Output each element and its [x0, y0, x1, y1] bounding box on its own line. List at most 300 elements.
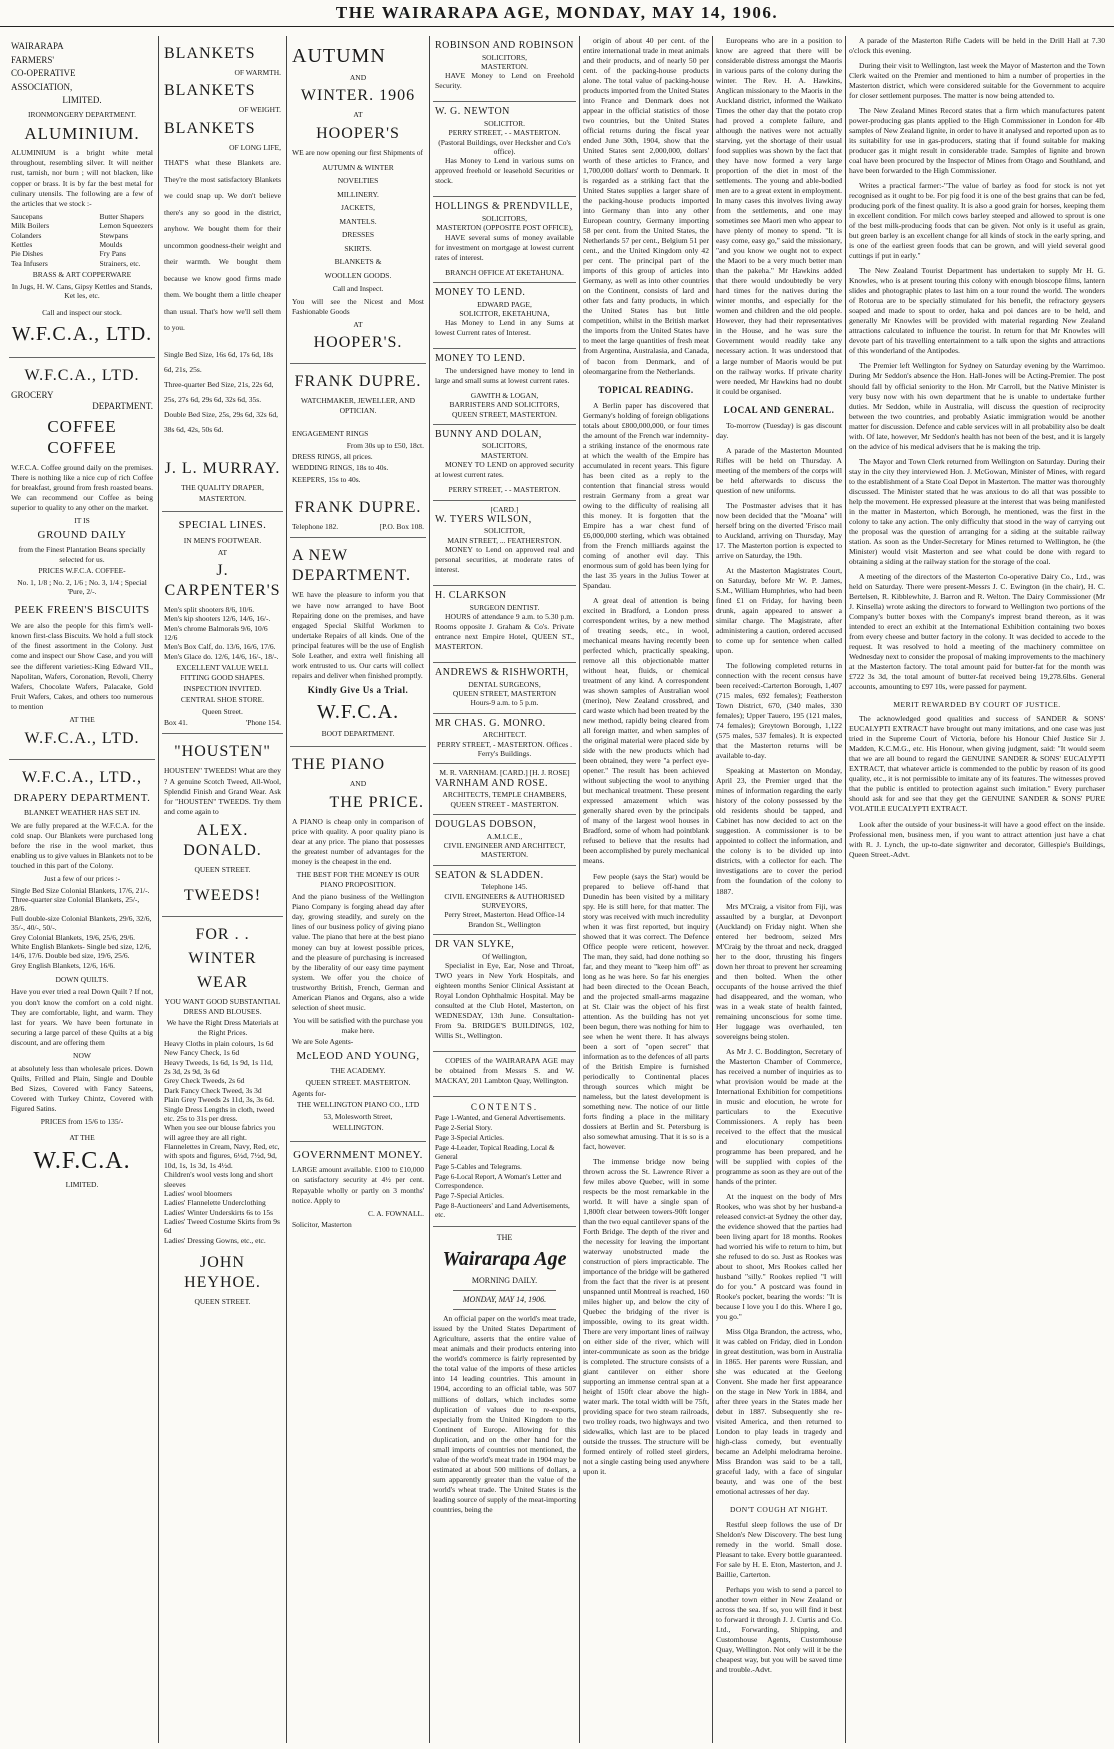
- card-address: PERRY STREET, - - MASTERTON. (Pastoral Buildings, over Hecksher and Co's office).: [438, 128, 571, 156]
- dress-rings: DRESS RINGS, all prices.: [292, 451, 373, 461]
- list-item: WOOLLEN GOODS.: [324, 270, 392, 280]
- list-item: Plain Grey Tweeds 2s 11d, 3s, 3s 6d.: [164, 1095, 275, 1105]
- list-item: Stewpans: [99, 230, 129, 240]
- wfca-heading: [11, 40, 153, 108]
- leader-article: An official paper on the world's meat trade, issued by the United States Department of Agriculture, asserts that the entire value of meat animals and their products entering into the world's commerce is fairly represented by the total value of the imports of these articles into 14 leading countries. This amount in 1904, according to an official table, was 507 millions of dollars, which includes some duplication of values due to re-exports, especially from the United Kingdom to the Continent of Europe. Allowing for this duplication, and on the other hand for the small imports of countries not mentioned, the value of the world's meat trade in 1904 may be estimated at about 500 millions of dollars, a sum apparently greater than the value of the world's wheat trade. The United States is the leading source of supply of the meat-importing countries, being the: [433, 1314, 576, 1514]
- dupre-contact: [292, 522, 424, 531]
- rings: ENGAGEMENT RINGS: [292, 429, 369, 439]
- card-body: MONEY TO LEND on approved security at lowest current rates.: [435, 460, 574, 480]
- card-address: PERRY STREET, - MASTERTON. Offices . Ferry's Buildings.: [436, 739, 573, 759]
- list-item: Three-quarter size Colonial Blankets, 25/-, 28/6.: [11, 895, 140, 914]
- of-long-life: OF LONG LIFE,: [229, 142, 281, 152]
- list-item: Butter Shapers: [99, 211, 144, 221]
- card-name: ROBINSON AND ROBINSON: [435, 40, 574, 51]
- limited: LIMITED.: [65, 1179, 99, 1189]
- blankets-2: BLANKETS: [164, 82, 256, 100]
- article-paragraph: The Premier left Wellington for Sydney on Saturday evening by the Warrimoo. During Mr Seddon's absence the Hon. Hall-Jones will be Acting-Premier. The post should fall by official seniority to the Hon. Mr Carroll, but the Native Minister is very busy now with his own department that he is unable to undertake further duties. Mr Seddon, while in Australia, will discuss the question of reciprocity between the two countries, and probably Asiatic immigration would be another matter for discussion. Defence and cable services will in all probability also be dealt with. Of late, however, Mr Seddon's health has not been of the best, and it is largely on the advice of his medical advisers that he is making the trip.: [849, 361, 1105, 451]
- dupre-name-2: FRANK DUPRE.: [294, 499, 422, 516]
- ad-grocery: [9, 358, 155, 760]
- card-seaton: [433, 866, 576, 935]
- for-label: FOR . .: [195, 926, 250, 944]
- best-for: THE BEST FOR THE MONEY IS OUR PIANO PROPOSITION.: [296, 870, 420, 889]
- at-the-2: AT THE: [69, 1132, 95, 1142]
- telephone: Telephone 182.: [292, 522, 339, 531]
- brass-heading: BRASS & ART COPPERWARE: [32, 270, 132, 280]
- card-name: ANDREWS & RISHWORTH,: [435, 667, 569, 679]
- column-6: [713, 36, 846, 1743]
- piano-body: A PIANO is cheap only in comparison of price with quality. A poor quality piano is dear at any price. The piano that possesses the greatest number of advantages for the money is the cheapest in the end.: [292, 816, 424, 866]
- card-name: SEATON & SLADDEN.: [435, 869, 544, 881]
- article-paragraph: Perhaps you wish to send a parcel to another town either in New Zealand or across the sea. If so, you will find it best to forward it through J. J. Curtis and Co. Ltd., Forwarding, Shipping, and Customhouse Agents, Customhouse Quay, Wellington. Not only will it be the cheapest way, but you will be saved time and trouble.-Advt.: [716, 1584, 842, 1675]
- items-right: [99, 212, 153, 268]
- piano-title: THE PIANO: [292, 756, 385, 774]
- satisfied: You will be satisfied with the purchase you make here.: [293, 1016, 423, 1035]
- dont-cough-heading: DON'T COUGH AT NIGHT.: [729, 1505, 829, 1515]
- card-place: MASTERTON.: [480, 850, 529, 860]
- inspection: INSPECTION INVITED.: [183, 683, 262, 693]
- list-item: NOVELTIES: [337, 176, 379, 186]
- list-item: Single Bed Size Colonial Blankets, 17/6, 21/-.: [11, 885, 150, 895]
- list-item: DRESSES: [341, 230, 375, 240]
- winter-1906: WINTER. 1906: [300, 87, 416, 105]
- contents-item: Page 5-Cables and Telegrams.: [435, 1163, 522, 1172]
- brass-body: In Jugs, H. W. Cans, Gipsy Kettles and Stands, Ket les, etc.: [11, 281, 153, 300]
- po-box: [P.O. Box 108.: [379, 522, 424, 531]
- card-body: COPIES of the WAIRARAPA AGE may be obtained from Messrs S. and W. MACKAY, 201 Lambton Quay, Wellington.: [435, 1056, 574, 1086]
- goods-list: [292, 161, 424, 283]
- list-item: Men's Box Calf, do. 13/6, 16/6, 17/6.: [164, 642, 276, 652]
- govt-body: LARGE amount available. £100 to £10,000 on satisfactory security at 4½ per cent. Repayable wholly or partly on 3 months' notice. Apply to: [292, 1165, 424, 1205]
- card-vanslyke: [433, 935, 576, 1052]
- list-item: Lemon Squeezers: [99, 221, 153, 231]
- list-item: Tea Infusers: [11, 258, 48, 268]
- wear-label: WEAR: [196, 974, 249, 992]
- dept-label: IRONMONGERY DEPARTMENT.: [27, 109, 137, 119]
- card-sub: SOLICITOR,: [484, 526, 525, 536]
- new-dept-body: WE have the pleasure to inform you that we have now arranged to have Boot Repairing done on the premises, and have engaged Special Skilful Workmen to undertake Repairs of all kinds. One of the principal features will be the use of English Sole Leather, and extra well finishing all work entrusted to us. Our carts will collect repairs and deliver when finished promptly.: [292, 590, 424, 681]
- queen-street-2: QUEEN STREET.: [194, 865, 251, 874]
- card-sub: SOLICITORS,: [481, 213, 528, 223]
- murray-place: MASTERTON.: [198, 494, 247, 503]
- housten-body: HOUSTEN" TWEEDS! What are they ? A genuine Scotch Tweed, All-Wool, Splendid Finish and Grand Wear. Ask for "HOUSTEN" TWEEDS. Try them and come again to: [164, 766, 281, 816]
- card-name: H. CLARKSON: [435, 590, 507, 602]
- card-name: W. TYERS WILSON,: [435, 513, 532, 525]
- coffee-body: W.F.C.A. Coffee ground daily on the premises. There is nothing like a nice cup of rich Coffee for breakfast, ground from fresh roasted beans. We can recommend our Coffee as being superior to quality to any other on the market.: [11, 462, 153, 513]
- card-body: Has Money to Lend in various sums on approved freehold or leasehold Securities or stock.: [435, 156, 574, 186]
- article-paragraph: A parade of the Masterton Mounted Rifles will be held on Thursday. A meeting of the members of the corps will be held afterwards to discuss the question of new uniforms.: [716, 445, 842, 495]
- list-item: SKIRTS.: [344, 243, 372, 253]
- heading-line: ASSOCIATION,: [11, 81, 73, 92]
- card-body: HAVE several sums of money available for investment on mortgage at lowest current rates of interest.: [435, 232, 574, 262]
- list-item: Single Bed Size, 16s 6d, 17s 6d, 18s 6d, 21s, 25s.: [164, 349, 274, 374]
- boot-dept: BOOT DEPARTMENT.: [321, 728, 395, 738]
- quilts-now: NOW: [73, 1051, 91, 1061]
- blankets-3: BLANKETS: [164, 119, 256, 137]
- card-name: W. G. NEWTON: [435, 106, 510, 118]
- wellington-piano: THE WELLINGTON PIANO CO., LTD: [296, 1100, 420, 1110]
- column-2: [159, 36, 287, 1743]
- card-address: PERRY STREET, - - MASTERTON.: [448, 485, 561, 495]
- card-sub: ARCHITECT.: [482, 730, 527, 740]
- blanket-body: THAT'S what these Blankets are. They're the most satisfactory Blankets we could snap up. We don't believe there's any so good in the district, anyhow. We bought them for their uncommon goodness-their weight and their warmth. We bought them because we know good firms made them. We bought them a little cheaper than usual. That's how we'll sell them to you.: [164, 158, 281, 333]
- autumn: AUTUMN: [292, 45, 386, 67]
- peek-body: We are also the people for this firm's well-known first-class Biscuits. We hold a full stock of the finest assortment in the Colony. Just come and inspect our Show Case, and you will see the different varieties:-King Edward VII., Napolitan, Wafers, Coronation, Revoli, Cherry Wafers, Chocolate Wafers, Palacake, Gold Fruit Wafers, Cakes, and others too numerous to mention: [11, 621, 153, 711]
- list-item: Ladies' Dressing Gowns, etc., etc.: [164, 1235, 266, 1245]
- card-branch: BRANCH OFFICE AT EKETAHUNA.: [445, 267, 564, 277]
- footwear-list: [164, 605, 281, 661]
- card-role: BARRISTERS AND SOLICITORS,: [449, 400, 560, 410]
- wfca-ltd: W.F.C.A., LTD.: [11, 322, 153, 345]
- heyhoe-street: QUEEN STREET.: [194, 1297, 251, 1307]
- article-paragraph: Few people (says the Star) would be prepared to believe off-hand that Dunedin has been visited by a military spy. He is still here, for that matter. The story was received with much incredulity when it was first reported, but inquiry showed that it was correct. The Defence Office people were reticent, however. The man, they said, had done nothing so far, and they meant to "keep him off" as long as he was here. So far his energies had been directed to the Ocean Beach, and the projected small-arms magazine at St. Clair was the object of his first attention. As the building has not yet been begun, there was nothing for him to see when he went there. It has always been a sort of "open secret" that information as to the defences of all parts of the British Empire is furnished periodically to Continental places through sources which might be nameless, but the latest development is something new. The notice of our little forts finding a place in the military dossiers at Berlin and St. Petersburg is also somewhat amusing. That it is so is a fact, however.: [583, 871, 709, 1151]
- masthead-the: THE: [496, 1233, 513, 1243]
- article-paragraph: A parade of the Masterton Rifle Cadets will be held in the Drill Hall at 7.30 o'clock this evening.: [849, 36, 1105, 56]
- blanket-heading: BLANKET WEATHER HAS SET IN.: [23, 808, 141, 818]
- blanket-sizes: [164, 347, 281, 437]
- contents-item: Page 7-Special Articles.: [435, 1192, 504, 1201]
- hoopers: HOOPER'S: [316, 124, 400, 142]
- academy-street: QUEEN STREET. MASTERTON.: [305, 1077, 411, 1087]
- ad-ironmongery: [9, 36, 155, 358]
- at-label-2: AT: [353, 320, 363, 329]
- contents-title: CONTENTS.: [470, 1102, 539, 1113]
- wfca-big: W.F.C.A.: [33, 1147, 131, 1174]
- card-name: DOUGLAS DOBSON,: [435, 819, 537, 831]
- article-paragraph: The New Zealand Mines Record states that a firm which manufactures patent power-producing gas plants applied to the High Commissioner in London for 4lb samples of New Zealand lignite, in order to have it analysed and reported upon as to its suitability for use in gas-producers, stating that if found suitable for making producer gas it might result in considerable trade. Samples of lignite and brown coal have been procured by the Inspector of Mines from Otago and Southland, and have been forwarded to the High Commissioner.: [849, 106, 1105, 176]
- ad-govt-money: [290, 1142, 426, 1238]
- card-phone: Telephone 145.: [481, 882, 528, 892]
- coffee-ground-daily: GROUND DAILY: [37, 528, 127, 541]
- ad-housten: [162, 734, 283, 917]
- fownall: C. A. FOWNALL.: [367, 1208, 424, 1218]
- card-hollings: [433, 197, 576, 283]
- article-paragraph: At the inquest on the body of Mrs Rookes, who was shot by her husband-a released convict-at Sydney the other day, the evidence showed that the parties had been living apart for 18 months. Rookes had worried his wife to return to him, but she refused to do so. Just as Rookes was about to shoot, Mrs Rookes called her husband "silly." Rookes replied "I will do for you." A postcard was found in Rooke's pocket, bearing the words: "It is because I love you I do this. Where I go, you go.": [716, 1191, 842, 1322]
- carpenter-name: J. CARPENTER'S: [164, 561, 281, 599]
- card-name: MONEY TO LEND.: [435, 287, 526, 298]
- card-sub: CIVIL ENGINEERS & AUTHORISED SURVEYORS,: [444, 891, 565, 910]
- heading-line: CO-OPERATIVE: [11, 68, 76, 78]
- card-varnham: [433, 764, 576, 815]
- article-paragraph: A Berlin paper has discovered that Germany's holding of foreign obligations totals about £800,000,000, or four times the amount of the French war indemnity-a striking instance of the enormous rate at which the wealth of the Empire has accumulated in recent years. This figure has been cited as a reply to the contention that financial stress would restrain Germany from a great war owing to the difficulty of realising all this money. It is forgotten that the Empire has a war chest fund of £6,000,000 sterling, which was obtained from the French milliards against the coming of another evil day. This enormous sum of gold has been lying for the last 35 years in the Julius Tower at Spandau.: [583, 400, 709, 591]
- card-hours: Hours-9 a.m. to 5 p.m.: [470, 698, 539, 708]
- article-paragraph: Restful sleep follows the use of Dr Sheldon's New Discovery. The best lung remedy in the world. Small dose. Pleasant to take. Every bottle guaranteed. For sale by H. E. Eton, Masterton, and J. Baillie, Carterton.: [716, 1519, 842, 1579]
- card-sub: DENTAL SURGEONS,: [468, 679, 541, 689]
- list-item: Fry Pans: [99, 249, 126, 259]
- aluminium-body: ALUMINIUM is a bright white metal throughout, resembling silver. It will neither rust, tarnish, nor burn ; will not blacken, like copper or brass. It is by far the best metal for culinary utensils. The following are a few of the articles that we stock :-: [11, 148, 153, 208]
- list-item: AUTUMN & WINTER: [322, 162, 394, 172]
- article-paragraph: Writes a practical farmer:-"The value of barley as food for stock is not yet recognised as it ought to be. For pig food it is one of the best grains that can be fed, producing pork of the finest quality. It is also a good grain for horses, keeping them in excellent condition. For milch cows barley steeped and allowed to sprout is one of the best milk-producing foods that can be given. Not only is it useful as grain, but green barley is an excellent change for all kinds of stock in the early spring, and is one of the earliest green foods that can be grown, and will yield several good cuttings if put in early.": [849, 181, 1105, 261]
- card-address: QUEEN STREET, MASTERTON: [452, 689, 557, 699]
- sole-agents: We are Sole Agents-: [292, 1037, 354, 1047]
- ad-winter-wear: [162, 917, 283, 1314]
- list-item: Full double-size Colonial Blankets, 29/6, 32/6, 35/-, 40/-, 50/-.: [11, 913, 152, 933]
- peek-title: PEEK FREEN'S BISCUITS: [14, 604, 150, 617]
- card-address: MAIN STREET, ... FEATHERSTON.: [447, 535, 562, 545]
- of-warmth: OF WARMTH.: [234, 68, 281, 77]
- card-sub: ARCHITECTS, TEMPLE CHAMBERS,: [442, 790, 567, 800]
- agents-for: Agents for-: [292, 1089, 327, 1098]
- contents-item: Page 3-Special Articles.: [435, 1134, 504, 1143]
- contents-item: Page 2-Serial Story.: [435, 1124, 493, 1133]
- grocery-label: GROCERY: [11, 389, 54, 400]
- article-paragraph: The immense bridge now being thrown across the St. Lawrence River a few miles above Quebec, will in some respects be the most remarkable in the world. It will have a single span of 1,800ft clear between towers-90ft longer than the two equal cantilever spans of the Forth Bridge. The depth of the river and the necessity for leaving the important waterway unobstructed made the construction of piers impracticable. The importance of the bridge will be gathered from the fact that the river is at present unspanned until Montreal is reached, 160 miles higher up, and below the city of Quebec the bridging of the river is impossible, owing to its great width. There are very important lines of railway on either side of the river, which will inter-communicate as soon as the bridge is completed. The structure consists of a giant cantilever on either shore supporting an immense central span at a height of 150ft clear above the high-water mark. The total width will be 75ft, providing space for two steam railroads, two trolley roads, two highways and two sidewalks, which last are to be placed outside the trusses. The structure will be formed entirely of rolled steel girders, not a single casting being used anywhere upon it.: [583, 1156, 709, 1477]
- list-item: Strainers, etc.: [99, 258, 141, 268]
- card-tag: M. R. VARNHAM. [CARD.] [H. J. ROSE]: [439, 768, 570, 778]
- card-body: The undersigned have money to lend in large and small sums at lowest current rates.: [435, 365, 574, 385]
- article-paragraph: The New Zealand Tourist Department has undertaken to supply Mr H. G. Knowles, who is at present touring this colony with enough bioscope films, lantern slides and photographic plates to last him on a tour round the world. The wonders of Rotorua are to be specially stimulated for his benefit, the refractory geysers soaped and made to spout to order, haka and poi dances are to be held, and generally Mr Knowles will be provided with material regarding New Zealand attractions calculated to influence the tourist. In return for that Mr Knowles will devote part of his travelling entertainment to a talk upon the sights and attractions of this wonderland of the Antipodes.: [849, 266, 1105, 356]
- card-bunny: [433, 425, 576, 501]
- alex-donald: ALEX. DONALD.: [183, 822, 262, 859]
- card-gawith: [433, 349, 576, 425]
- list-item: Men's chrome Balmorals 9/6, 10/6 12/6: [164, 623, 268, 642]
- card-address: QUEEN STREET - MASTERTON.: [450, 799, 559, 809]
- heading-line: WAIRARAPA: [11, 41, 64, 51]
- column-5: [580, 36, 713, 1743]
- article-paragraph: The Mayor and Town Clerk returned from Wellington on Saturday. During their stay in the city they interviewed Hon. J. McGowan, Minister of Mines, with regard to the establishment of a State Coal Depot in Masterton. The matter was thoroughly discussed. The Minister stated that he was anxious to do all that was possible to help the movement. He expressed pleasure at the interest that was being manifested in the matter in Masterton, which Borough, he mentioned, was the first in the colony to take any action. The only difficulty that stood in the way of carrying out the proposal was the question of arranging for a siding at the suitable railway station. As soon as the Under-Secretary for Mines returned to Wellington, he (the Minister) would visit Masterton and see what could be done with regard to obtaining a siding at the railway station for the storage of the coal.: [849, 456, 1105, 566]
- card-sub: EDWARD PAGE,: [477, 299, 532, 309]
- prices-list: No. 1, 1/8 ; No. 2, 1/6 ; No. 3, 1/4 ; Special 'Pure, 2/-.: [17, 577, 147, 596]
- blankets-1: BLANKETS: [164, 45, 256, 62]
- list-item: Dark Fancy Check Tweed, 3s 3d: [164, 1085, 262, 1095]
- heading-line: FARMERS': [11, 54, 54, 65]
- ad-piano: [290, 747, 426, 1141]
- list-item: Men's Glace do. 12/6, 14/6, 16/-, 18/-.: [164, 651, 279, 661]
- list-item: Three-quarter Bed Size, 21s, 22s 6d, 25s, 27s 6d, 29s 6d, 32s 6d, 35s.: [164, 379, 274, 404]
- want-line: YOU WANT GOOD SUBSTANTIAL DRESS AND BLOUSES.: [164, 997, 281, 1016]
- items-left: [11, 212, 49, 268]
- quilt-prices: PRICES from 15/6 to 135/-: [40, 1117, 124, 1127]
- and-label: AND: [349, 73, 367, 82]
- molesworth: 53, Molesworth Street,: [323, 1111, 393, 1121]
- housten-title: "HOUSTEN": [174, 743, 271, 761]
- column-4: [430, 36, 580, 1743]
- list-item: Single Dress Lengths in cloth, tweed etc. 25s to 31s per dress.: [164, 1104, 275, 1123]
- card-body: Has Money to Lend in any Sums at lowest Current rates of Interest.: [435, 318, 574, 338]
- merit-heading: MERIT REWARDED BY COURT OF JUSTICE.: [893, 699, 1061, 709]
- column-7: [846, 36, 1108, 1743]
- right-prices: We have the Right Dress Materials at the Right Prices.: [166, 1018, 279, 1037]
- call-inspect: Call and Inspect.: [332, 284, 384, 294]
- list-item: Ladies' Tweed Costume Skirts from 9s 6d: [164, 1217, 280, 1236]
- list-item: Colanders: [11, 230, 42, 240]
- card-sub: SOLICITORS,: [481, 52, 528, 62]
- card-role: CIVIL ENGINEER AND ARCHITECT,: [443, 840, 566, 850]
- drapery-title: W.F.C.A., LTD.,: [21, 768, 143, 786]
- quilts-title: DOWN QUILTS.: [55, 975, 109, 984]
- contents-item: Page 1-Wanted, and General Advertisements.: [435, 1114, 566, 1123]
- blanket-body: We are fully prepared at the W.F.C.A. for the cold snap. Our Blankets were purchased long before the rise in the wool market, thus enabling us to give values in Blankets not to be touched in this part of the Colony.: [11, 820, 153, 871]
- list-item: Ladies' wool bloomers: [164, 1188, 233, 1198]
- article-paragraph: During their visit to Wellington, last week the Mayor of Masterton and the Town Clerk waited on the Premier and mentioned to him a number of properties in the Masterton district, which were considered suitable for the Government to acquire for closer settlement purposes. The matter is now being attended to.: [849, 61, 1105, 101]
- list-item: White English Blankets- Single bed size, 12/6, 14/6, 17/6. Double bed size, 19/6, 25/6.: [11, 941, 151, 961]
- card-sub: SOLICITOR.: [484, 118, 525, 128]
- murray-name: J. L. MURRAY.: [164, 459, 281, 477]
- box-number: Box 41.: [164, 718, 188, 727]
- article-paragraph: origin of about 40 per cent. of the entire international trade in meat animals and their products, and of nearly 50 per cent. of the packing-house products alone. The total value of packing-house products imported from the United States into France and Denmark does not appear in the official statistics of those two countries, but the United States official returns during the fiscal year ended June 30th, 1904, show that the United States sent 2,000,000, dollars' worth of these articles to France, and 1,700,000 dollars' worth to Denmark. It is regarded as a striking fact that the United States supplies a larger share of the packing-house products imported into Germany than into any other European country, Germany importing 58 per cent. from the United States, the Netherlands 57 per cent., Belgium 51 per cent., and the United Kingdom only 42 per cent. The principal part of the imports of this group of articles into Germany, as well as into other countries on the Continent, consists of lard and other fats and fatty products, in which the United States has but little competition, whilst in the British market the imports from the United States have to meet the large quantities of fresh meat from Argentina, Australasia, and Canada, of bacon from Denmark, and of oleomargarine from the Netherlands.: [583, 36, 709, 376]
- coffee-it-is: IT IS: [74, 516, 90, 526]
- card-newton: [433, 102, 576, 197]
- list-item: Heavy Tweeds, 1s 6d, 1s 9d, 1s 11d, 2s 3d, 2s 9d, 3s 6d: [164, 1057, 273, 1076]
- contents-item: Page 6-Local Report, A Woman's Letter and Correspondence.: [435, 1173, 562, 1191]
- card-sub: A.M.I.C.E.,: [486, 831, 523, 841]
- list-item: Grey English Blankets, 12/6, 16/6.: [11, 960, 115, 970]
- dupre-name: FRANK DUPRE.: [294, 373, 422, 391]
- card-address: Perry Street, Masterton. Head Office-14 Brandon St., Wellington: [444, 910, 565, 929]
- morning-daily: MORNING DAILY.: [471, 1276, 538, 1286]
- list-item: Grey Check Tweeds, 2s 6d: [164, 1076, 245, 1086]
- editorial-masthead: [433, 1233, 576, 1310]
- list-item: BLANKETS &: [334, 257, 382, 267]
- card-address: SOLICITOR, EKETAHUNA,: [459, 308, 550, 318]
- heading-line: LIMITED.: [62, 95, 102, 105]
- ad-boot-dept: [290, 538, 426, 747]
- card-sub: Of Wellington,: [482, 951, 527, 961]
- quilts-less: at absolutely less than wholesale prices. Down Quilts, Frilled and Plain, Single and Double Bed Sizes, Covered with Fancy Sateens, Covered with Turkey Chintz, Covered with Figured Satins.: [11, 1063, 153, 1113]
- mcleod-young: McLEOD AND YOUNG,: [296, 1049, 420, 1062]
- card-andrews: [433, 663, 576, 714]
- card-body: HAVE Money to Lend on Freehold Security.: [435, 71, 574, 91]
- divider: [453, 1309, 556, 1310]
- wfca-ltd-2: W.F.C.A., LTD.: [24, 729, 140, 747]
- list-item: Pie Dishes: [11, 249, 43, 259]
- quilts-body: Have you ever tried a real Down Quilt ? If not, you don't know the comfort on a cold night. They are comfortable, light, and warm. They last for years. We have been fortunate in securing a large parcel of these Quilts at a big discount, and are offering them: [11, 987, 153, 1047]
- card-sub: SOLICITORS,: [481, 441, 528, 451]
- new-dept-title: A NEW DEPARTMENT.: [292, 547, 411, 585]
- list-item: Heavy Cloths in plain colours, 1s 6d: [164, 1038, 274, 1048]
- list-item: New Fancy Check, 1s 6d: [164, 1048, 240, 1058]
- contents-item: Page 8-Auctioneers' and Land Advertisements, etc.: [435, 1202, 570, 1220]
- special-lines: SPECIAL LINES.: [178, 519, 267, 532]
- ad-dupre: [290, 364, 426, 538]
- list-item: Milk Boilers: [11, 221, 50, 231]
- aluminium-title: ALUMINIUM.: [24, 123, 140, 143]
- blanket-price-list: [11, 886, 153, 970]
- article-paragraph: A great deal of attention is being excited in Bradford, a London press correspondent writes, by a new method of treating seeds, etc., in wool, mechanical means having recently been perfected which, practically speaking, remove all this objectionable matter without heat, fluids, or chemical treatment of any kind. A correspondent was shown samples of Australian wool (merino), New Zealand crossbred, and card waste which had been treated by the new method, rapidly being cleared from all foreign matter, and when samples of the original material were placed side by side with the new products which had been obtained, they were "a perfect eye-opener." The result has been achieved without subjecting the wool to anything but mechanical treatment. These present expressed amazement which was generally shared even by the principals of many of the largest wool houses in Bradford, some of whom had pointblank refused to believe that the results had been accomplished by purely mechanical means.: [583, 596, 709, 866]
- dupre-sub: WATCHMAKER, JEWELLER, AND OPTICIAN.: [300, 396, 416, 415]
- card-sub: GAWITH & LOGAN,: [470, 390, 539, 400]
- article-paragraph: To-morrow (Tuesday) is gas discount day.: [716, 420, 842, 440]
- central-shoe: CENTRAL SHOE STORE.: [180, 695, 265, 705]
- ad-drapery: [9, 760, 155, 1198]
- tweeds: TWEEDS!: [183, 887, 262, 905]
- price-title: THE PRICE.: [329, 793, 424, 811]
- list-item: Flannelettes in Cream, Navy, Red, etc, with spots and figures, 6½d, 7½d, 9d, 10d, 1s, 1s 3d, 1s 4½d.: [164, 1142, 280, 1170]
- coffee-from: from the Finest Plantation Beans specially selected for us.: [18, 545, 146, 564]
- excellent-value: EXCELLENT VALUE WELL FITTING GOOD SHAPES.: [176, 663, 269, 682]
- govt-title: GOVERNMENT MONEY.: [293, 1148, 423, 1161]
- card-robinson: [433, 36, 576, 102]
- aluminium-items: [11, 212, 153, 268]
- card-address: QUEEN STREET, MASTERTON.: [451, 409, 558, 419]
- card-sub: SURGEON DENTIST.: [469, 602, 540, 612]
- list-item: MANTELS.: [339, 216, 377, 226]
- of-weight: OF WEIGHT.: [238, 105, 281, 115]
- wfca-boot: W.F.C.A.: [316, 700, 400, 723]
- dateline: MONDAY, MAY 14, 1906.: [462, 1295, 547, 1305]
- hoopers-2: HOOPER'S.: [313, 334, 403, 352]
- grocery-dept: DEPARTMENT.: [92, 400, 153, 411]
- list-item: When you see our blouse fabrics you will agree they are all right.: [164, 1123, 276, 1142]
- card-place: MASTERTON.: [480, 450, 529, 460]
- column-1: [6, 36, 159, 1743]
- list-item: Kettles: [11, 240, 33, 249]
- card-address: MASTERTON (OPPOSITE POST OFFICE),: [436, 223, 573, 233]
- list-item: Men's kip shooters 12/6, 14/6, 16/-.: [164, 614, 271, 624]
- card-tag: [CARD.]: [490, 504, 519, 514]
- academy: THE ACADEMY.: [330, 1066, 386, 1076]
- hoopers-body: WE are now opening our first Shipments of: [292, 147, 424, 157]
- contents-item: Page 4-Leader, Topical Reading, Local & General: [435, 1144, 555, 1162]
- prices-title: PRICES W.F.C.A. COFFEE-: [38, 566, 126, 576]
- just-few: Just a few of our prices :-: [43, 874, 121, 884]
- list-item: MILLINERY.: [337, 189, 379, 199]
- contact-row: [164, 718, 281, 727]
- divider: [453, 1290, 556, 1291]
- nicest: You will see the Nicest and Most Fashionable Goods: [292, 296, 424, 316]
- article-paragraph: At the Masterton Magistrates Court, on Saturday, before Mr W. P. James, S.M., William Humphries, who had been fined £1 on Friday, for having been drunk, again appeared to answer a similar charge. The Magistrate, after administering a caution, ordered accused to come up for sentence when called upon.: [716, 566, 842, 656]
- piano-body-2: And the piano business of the Wellington Piano Company is forging ahead day after day, growing steadily, and surely on the lines of our business policy of giving piano value. The piano that here at the best piano money can buy at lowest possible prices, and the pleasure of purchasing is increased by the liberality of our easy time payment system. We offer you the choice of trustworthy British, French, German and American Pianos and Organs, also a wide selection of sheet music.: [292, 891, 424, 1013]
- local-general-heading: LOCAL AND GENERAL.: [723, 404, 835, 415]
- list-item: JACKETS,: [341, 203, 375, 213]
- wellington: WELLINGTON.: [332, 1123, 384, 1133]
- card-wilson: [433, 501, 576, 587]
- topical-reading-heading: TOPICAL READING.: [598, 384, 694, 395]
- list-item: Children's wool vests long and short sleeves: [164, 1170, 274, 1189]
- coffee-title: COFFEE COFFEE: [47, 417, 117, 458]
- materials-list: [164, 1039, 281, 1245]
- drapery-dept: DRAPERY DEPARTMENT.: [13, 791, 151, 804]
- article-paragraph: The acknowledged good qualities and success of SANDER & SONS' EUCALYPTI EXTRACT have brought out many imitations, and one case was just tried in the Supreme Court of Victoria, before his Honour Chief Justice Sir J. Madden, K.C.M.G., etc. His Honour, when giving judgment, said: "It would seem that we are all bound to regard the GENUINE SANDER & SONS' EUCALYPTI EXTRACT, that whatever article is commended to the public by reason of its good quality, etc., it is not permissible to imitate any of its features. The witnesses proved that the public is entitled to protection against such imitation." Every purchaser should ask for and see that they get the GENUINE SANDER & SONS' PURE VOLATILE EUCALYPTI EXTRACT.: [849, 714, 1105, 814]
- card-clarkson: [433, 586, 576, 663]
- article-paragraph: Speaking at Masterton on Monday, April 23, the Premier urged that the mines of information regarding the early history of the colony possessed by the old residents should be tapped, and Cabinet has now decided to act on the suggestion. A commissioner is to be appointed to collect the information, and the colony is to be divided up into districts, with a collector for each. The investigations are to cover the period from the foundation of the colony to 1887.: [716, 766, 842, 896]
- card-copies: [433, 1052, 576, 1097]
- queen-street: Queen Street.: [202, 706, 243, 716]
- column-3: [287, 36, 430, 1743]
- card-page: [433, 283, 576, 349]
- at-label: AT: [353, 110, 363, 120]
- and-label-2: AND: [349, 779, 367, 789]
- card-name: MONEY TO LEND.: [435, 353, 526, 365]
- card-body: HOURS of attendance 9 a.m. to 5.30 p.m. Rooms opposite J. Graham & Co's. Private entrance next Empire Hotel, QUEEN ST., MASTERTON.: [435, 612, 574, 652]
- list-item: Ladies' Flannelette Underclothing: [164, 1198, 266, 1208]
- masthead-gothic-title: Wairarapa Age: [442, 1248, 567, 1271]
- murray-sub: THE QUALITY DRAPER,: [181, 482, 264, 492]
- winter-label: WINTER: [188, 950, 257, 968]
- article-paragraph: Mrs M'Craig, a visitor from Fiji, was assaulted by a burglar, at Devonport (Auckland) on Friday night. When she entered her bedroom, seized Mrs M'Craig by the throat and neck, dragged her to the door, thrusting his fingers down her throat to prevent her screaming and then bolted. When the other occupants of the house arrived the thief had disappeared, and the woman, who was in a weak state of health fainted, remaining unconscious for some time. Her luggage was overhauled, ten sovereigns being stolen.: [716, 901, 842, 1041]
- grocery-title: W.F.C.A., LTD.: [24, 366, 140, 384]
- card-name: BUNNY AND DOLAN,: [435, 428, 542, 440]
- card-place: MASTERTON.: [480, 61, 529, 71]
- article-paragraph: As Mr J. C. Boddington, Secretary of the Masterton Chamber of Commerce, has received a number of inquiries as to what provision would be made at the International Exhibition for competitions in music and elocution, he wrote for particulars to the Executive Commissioners. A reply has been received to the effect that the musical and elocutionary competitions programme has been prepared, and he will be supplied with copies of the programme as soon as they are out of the hands of the printer.: [716, 1046, 842, 1186]
- solicitor: Solicitor, Masterton: [292, 1220, 352, 1230]
- call-inspect: Call and inspect our stock.: [42, 308, 122, 318]
- card-name: MR CHAS. G. MONRO.: [435, 717, 546, 729]
- article-paragraph: Miss Olga Brandon, the actress, who, it was cabled on Friday, died in London in great destitution, was born in Australia in 1865. Her parents were Russian, and she was educated at the Geelong Convent. She made her first appearance on the stage in New York in 1884, and after three years in the States made her debut in 1887. Subsequently she re-visited America, and then returned to London to play leads in tragedy and high-class comedy, but eventually became an Adelphi melodrama heroine. Miss Brandon was said to be a tall, graceful lady, with a face of singular beauty, and was one of the best emotional actresses of her day.: [716, 1327, 842, 1497]
- list-item: Double Bed Size, 25s, 29s 6d, 32s 6d, 38s 6d, 42s, 50s 6d.: [164, 409, 278, 434]
- rings-from: From 30s up to £50, 18ct.: [346, 440, 424, 450]
- at-the: AT THE: [69, 715, 95, 725]
- ad-footwear: [162, 512, 283, 734]
- card-body: Specialist in Eye, Ear, Nose and Throat, TWO years in New York Hospitals, and eighteen months Senior Clinical Assistant at Royal London Ophthalmic Hospital. May be consulted at the Club Hotel, Masterton, on WEDNESDAY, 13th June. Consultation-From 9a. BRIDGE'S BUILDINGS, 102, Willis St., Wellington.: [435, 960, 574, 1041]
- card-name: HOLLINGS & PRENDVILLE,: [435, 201, 573, 213]
- list-item: Ladies' Winter Underskirts 6s to 15s: [164, 1207, 274, 1217]
- article-paragraph: The following completed returns in connection with the recent census have been received:-Carterton Borough, 1,407 (715 males, 692 females); Featherston Town District, 670, (340 males, 330 females); Upper Tauero, 195 (121 males, 74 females); Greytown Borough, 1,122 (575 males, 537 females). It is expected that the Masterton returns will be available to-day.: [716, 661, 842, 761]
- ad-blankets: [162, 36, 283, 512]
- card-body: MONEY to Lend on approved real and personal securities, at moderate rates of interest.: [435, 545, 574, 575]
- card-monro: [433, 714, 576, 765]
- kindly-trial: Kindly Give Us a Trial.: [307, 684, 409, 695]
- article-paragraph: The Postmaster advises that it has now been decided that the "Moana" will herself bring on the diverted 'Frisco mail to Auckland, arriving on Thursday, May 17. The Masterton portion is expected to arrive on Saturday, the 19th.: [716, 500, 842, 560]
